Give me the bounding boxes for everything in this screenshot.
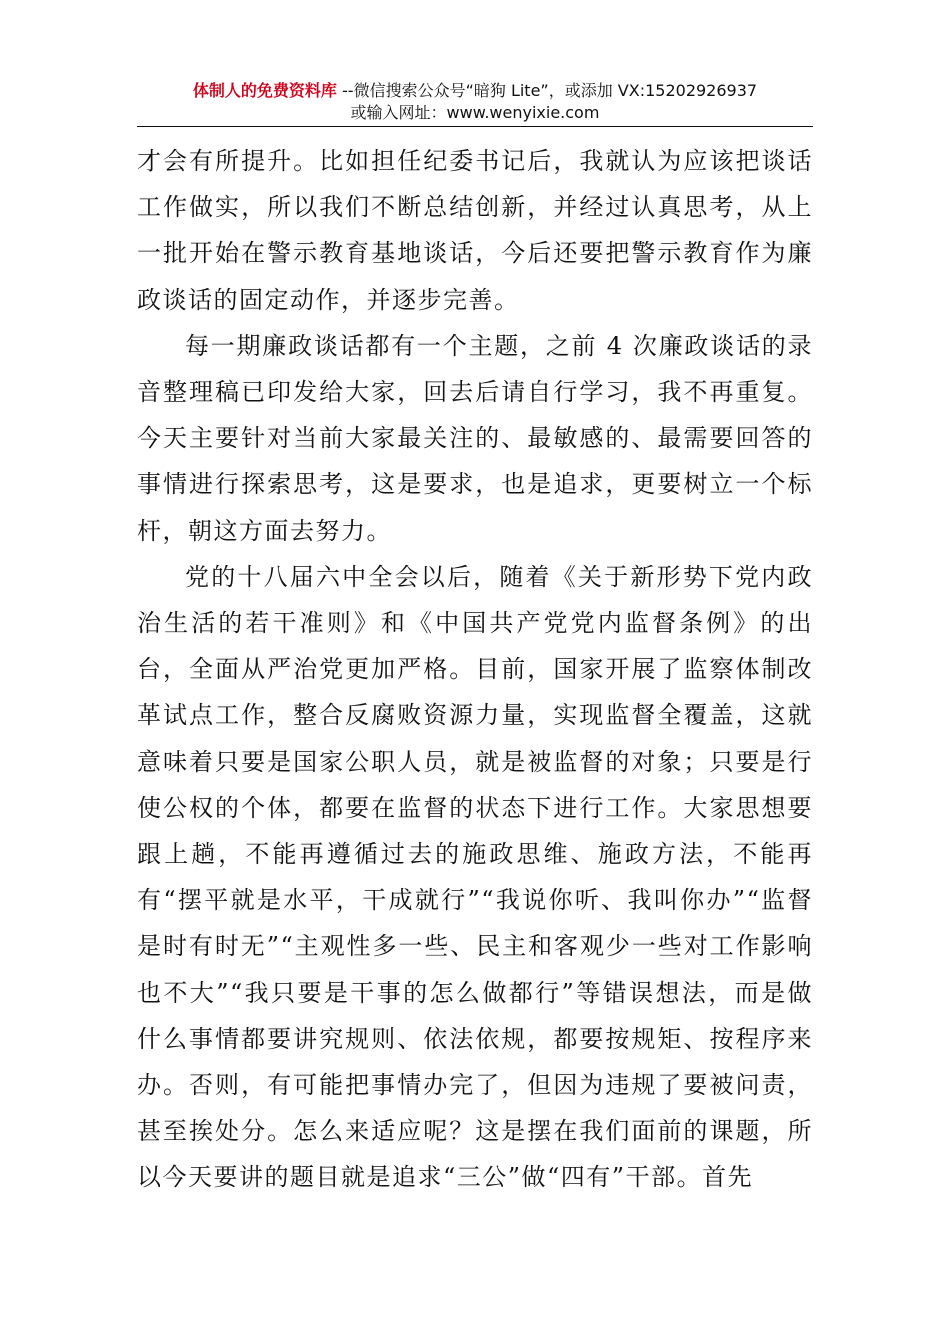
paragraph: 每一期廉政谈话都有一个主题，之前 4 次廉政谈话的录音整理稿已印发给大家，回去后请自行学习，我不再重复。今天主要针对当前大家最关注的、最敏感的、最需要回答的事情进行探索思考，这是要求，也是追求，更要树立一个标杆，朝这方面去努力。 <box>137 331 813 545</box>
header-notice: --微信搜索公众号“暗狗 Lite”，或添加 VX:15202926937 <box>336 81 758 100</box>
header-notice-line <box>0 80 950 102</box>
document-body <box>137 138 813 1201</box>
header-url-line: 或输入网址：www.wenyixie.com <box>350 103 600 122</box>
paragraph: 才会有所提升。比如担任纪委书记后，我就认为应该把谈话工作做实，所以我们不断总结创新，并经过认真思考，从上一批开始在警示教育基地谈话，今后还要把警示教育作为廉政谈话的固定动作，并逐步完善。 <box>137 147 813 314</box>
header-divider <box>137 126 813 127</box>
header-brand: 体制人的免费资料库 <box>192 81 337 100</box>
paragraph: 党的十八届六中全会以后，随着《关于新形势下党内政治生活的若干准则》和《中国共产党党内监督条例》的出台，全面从严治党更加严格。目前，国家开展了监察体制改革试点工作，整合反腐败资源力量，实现监督全覆盖，这就意味着只要是国家公职人员，就是被监督的对象；只要是行使公权的个体，都要在监督的状态下进行工作。大家思想要跟上趟，不能再遵循过去的施政思维、施政方法，不能再有“摆平就是水平，干成就行”“我说你听、我叫你办”“监督是时有时无”“主观性多一些、民主和客观少一些对工作影响也不大”“我只要是干事的怎么做都行”等错误想法，而是做什么事情都要讲究规则、依法依规，都要按规矩、按程序来办。否则，有可能把事情办完了，但因为违规了要被问责，甚至挨处分。怎么来适应呢？这是摆在我们面前的课题，所以今天要讲的题目就是追求“三公”做“四有”干部。首先 <box>137 562 813 1192</box>
document-header <box>0 80 950 124</box>
